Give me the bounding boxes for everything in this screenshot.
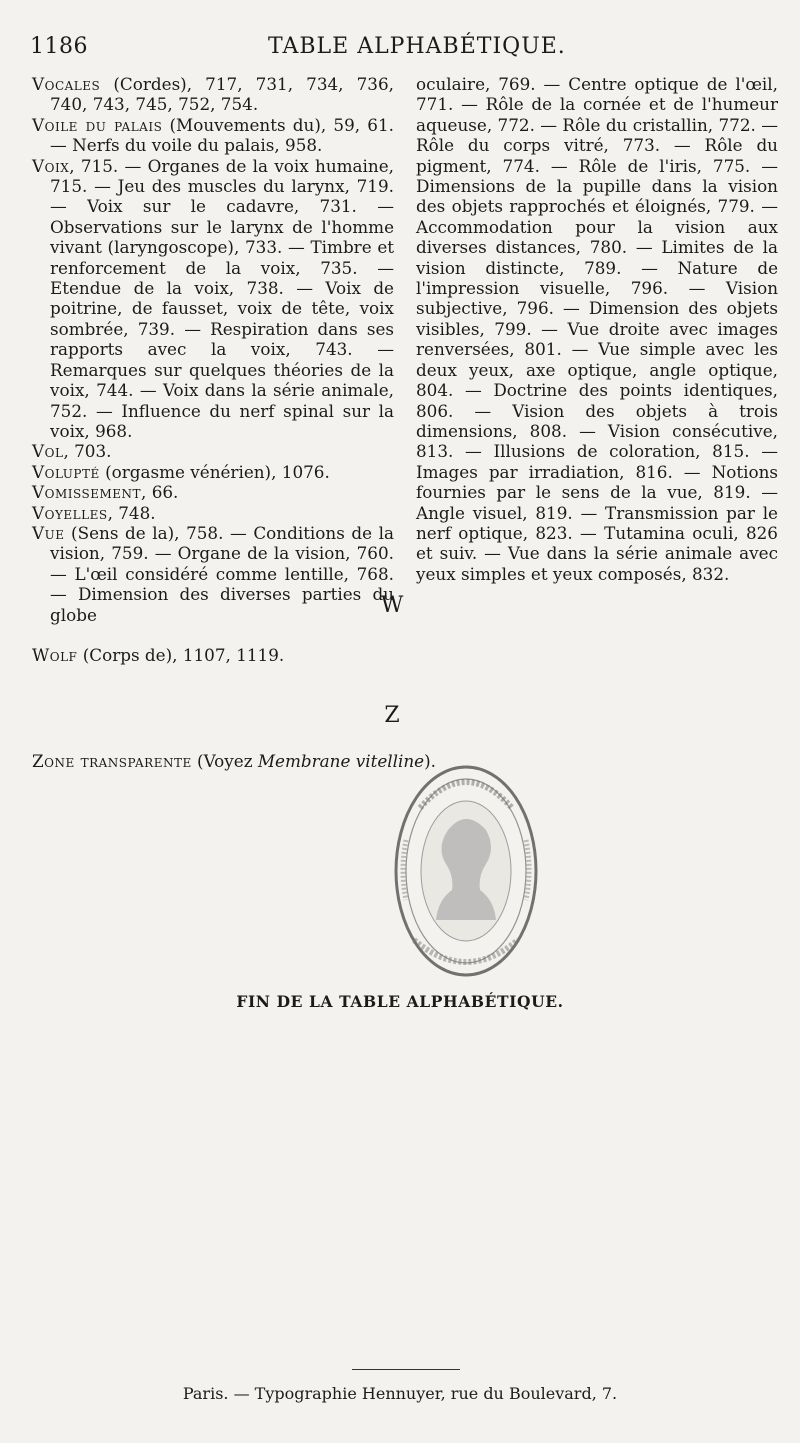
printer-imprint: Paris. — Typographie Hennuyer, rue du Boulevard, 7. [182,1384,618,1403]
entry-text: (Voyez [191,751,258,771]
entry-text: , 66. [141,482,179,503]
index-entry-vomissement [32,482,394,502]
entry-head: Voix [32,155,70,176]
imprint-rule [352,1369,460,1370]
section-letter-w: W [380,593,404,618]
running-title: TABLE ALPHABÉTIQUE. [268,34,566,59]
entry-text: , 715. — Organes de la voix humaine, 715. — Jeu des muscles du larynx, 719. — Voix sur le cadavre, 731. — Observations sur le larynx de l'homme vivant (laryngoscope), 733. — Timbre et renforcement de la voix, 735. — Etendue de la voix, 738. — Voix de poitrine, de fausset, voix de tête, voix sombrée, 739. — Respiration dans ses rapports avec la voix, 743. — Remarques sur quelques théories de la voix, 744. — Voix dans la série animale, 752. — Influence du nerf spinal sur la voix, 968. [50,155,394,441]
entry-head: Vomissement [32,482,142,503]
entry-text: (Sens de la), 758. — Conditions de la vision, 759. — Organe de la vision, 760. — L'œil considéré comme lentille, 768. — Dimension des diverses parties du globe [50,522,394,625]
entry-head: Voyelles [32,502,108,523]
end-of-index-heading: FIN DE LA TABLE ALPHABÉTIQUE. [236,992,564,1011]
index-entry-vocales [32,74,394,115]
index-entry-volupte [32,462,394,482]
index-entry-voix [32,156,394,442]
entry-head: Volupté [32,461,100,482]
index-entry-zone-transparente [32,751,436,771]
entry-text: (Cordes), 717, 731, 734, 736, 740, 743, 745, 752, 754. [50,74,394,115]
entry-head: Vol [32,441,64,462]
entry-text: (Mouvements du), 59, 61. — Nerfs du voile du palais, 958. [50,114,394,156]
entry-head: Vocales [32,74,101,94]
entry-text: , 748. [107,502,156,523]
entry-text: (Corps de), 1107, 1119. [77,645,285,665]
entry-text: ). [424,751,436,771]
index-entry-vue-continuation: oculaire, 769. — Centre optique de l'œil, 771. — Rôle de la cornée et de l'humeur aqueuse, 772. — Rôle du cristallin, 772. — Rôle du corps vitré, 773. — Rôle du pigment, 774. — Rôle de l'iris, 775. — Dimensions de la pupille dans la vision des objets rapprochés et éloignés, 779. — Accommodation pour la vision aux diverses distances, 780. — Limites de la vision distincte, 789. — Nature de l'impression visuelle, 796. — Vision subjective, 796. — Dimension des objets visibles, 799. — Vue droite avec images renversées, 801. — Vue simple avec les deux yeux, axe optique, angle optique, 804. — Doctrine des points identiques, 806. — Vision des objets à trois dimensions, 808. — Vision consécutive, 813. — Illusions de coloration, 815. — Images par irradiation, 816. — Notions fournies par le sens de la vue, 819. — Angle visuel, 819. — Transmission par le nerf optique, 823. — Tutamina oculi, 826 et suiv. — Vue dans la série animale avec yeux simples et yeux composés, 832. [416,74,778,584]
library-stamp-image [388,760,544,982]
entry-head: Zone transparente [32,751,192,771]
entry-text: , 703. [63,441,112,462]
index-entry-vol [32,441,394,461]
entry-head: Voile du palais [32,114,163,135]
index-column-left [32,74,394,625]
entry-head: Wolf [32,645,78,665]
index-entry-wolf [32,645,284,665]
entry-head: Vue [32,522,65,543]
entry-cross-reference: Membrane vitelline [257,751,425,771]
section-letter-z: Z [384,703,400,728]
page-number: 1186 [30,34,88,59]
index-column-right [416,74,778,584]
index-entry-voile-du-palais [32,115,394,156]
entry-text: (orgasme vénérien), 1076. [99,461,330,482]
index-entry-voyelles [32,503,394,523]
